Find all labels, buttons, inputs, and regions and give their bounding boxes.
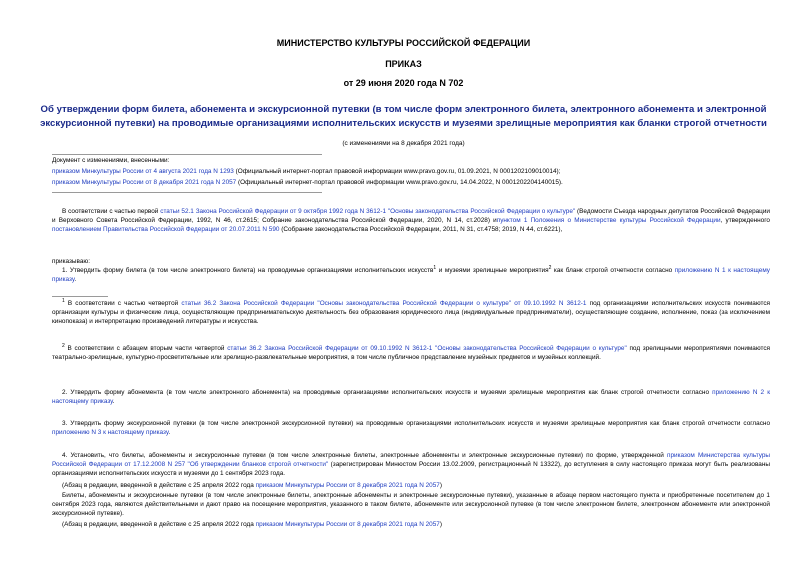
footnote-ref-1[interactable]: 1 xyxy=(433,264,437,271)
preamble-text-2: (Ведомости Съезда народных депутатов Российской Федерации и Верховного Совета Российской Федерации, 1992, N 46, ст.2615; Собрание законодательства Российской Федерации, 2020, N 14, ст.2028) и xyxy=(52,208,770,225)
edit-note-1-link[interactable]: приказом Минкультуры России от 8 декабря 2021 года N 2057 xyxy=(255,482,440,489)
preamble-text-3: , утвержденного xyxy=(720,217,770,225)
item-3-paragraph xyxy=(52,419,770,437)
item-4-paragraph-2: Билеты, абонементы и экскурсионные путевки (в том числе электронные билеты, электронные абонементы и электронные экскурсионные путевки), указанные в абзаце первом настоящего пункта и приобретенные посетителем до 1 сентября 2023 года, являются действительными и дают право на посещение мероприятия, указанного в таком билете, абонементе или экскурсионной путевке (в том числе электронном билете, электронном абонементе или электронной экскурсионной путевке). xyxy=(52,492,770,518)
doc-date-heading: от 29 июня 2020 года N 702 xyxy=(343,78,464,88)
footnote-ref-2[interactable]: 2 xyxy=(548,264,552,271)
preamble-text-1: В соответствии с частью первой xyxy=(62,208,161,215)
changes-link-2[interactable]: приказом Минкультуры России от 8 декабря 2021 года N 2057 xyxy=(52,179,237,187)
footnote-2-text-2: под зрелищными мероприятиями понимаются театрально-зрелищные, культурно-просветительные или зрелищно-развлекательные мероприятия, в том числе публичное представление музейных предметов и музейных коллекций. xyxy=(52,345,770,362)
footnote-1-paragraph xyxy=(52,299,770,327)
footnote-2-link[interactable]: статьи 36.2 Закона Российской Федерации от 09.10.1992 N 3612-1 "Основы законодательства Российской Федерации о культуре" xyxy=(227,345,627,352)
item-1-text-1: 1. Утвердить форму билета (в том числе электронного билета) на проводимые организациями исполнительских искусств xyxy=(62,267,434,274)
item-2-text-1: 2. Утвердить форму абонемента (в том числе электронного абонемента) на проводимые организациями исполнительских искусств и музеями зрелищные мероприятия как бланк строгой отчетности согласно xyxy=(62,389,713,396)
item-3-link-appendix-3[interactable]: приложению N 3 к настоящему приказу xyxy=(52,429,169,437)
preamble-paragraph xyxy=(52,207,770,235)
item-1-text-2: и музеями зрелищные мероприятия xyxy=(436,267,549,274)
changes-top-rule xyxy=(52,154,322,155)
item-4-link-order-257[interactable]: приказом Министерства культуры Российской Федерации от 17.12.2008 N 257 "Об утверждении бланков строгой отчетности" xyxy=(52,452,770,469)
preamble-link-decree[interactable]: постановлением Правительства Российской Федерации от 20.07.2011 N 590 xyxy=(52,226,280,234)
footnote-2-mark: 2 xyxy=(62,342,65,349)
preamble-link-law[interactable]: статьи 52.1 Закона Российской Федерации от 9 октября 1992 года N 3612-1 "Основы законодательства Российской Федерации о культуре" xyxy=(160,208,576,215)
document-title: Об утверждении форм билета, абонемента и экскурсионной путевки (в том числе форм электронного билета, электронного абонемента и электронной экскурсионной путевки) на проводимые организациями исполнительских искусств и музеями зрелищные мероприятия как бланки строгой отчетности xyxy=(40,104,767,129)
item-4-paragraph xyxy=(52,451,770,479)
changes-line-2 xyxy=(52,178,770,187)
changes-bottom-rule xyxy=(52,192,322,193)
item-4-text-2: (зарегистрирован Минюстом России 13.02.2009, регистрационный N 13322), до вступления в силу настоящего приказа могут быть реализованы организациями исполнительских искусств и музеями до 1 сентября 2023 года. xyxy=(52,461,770,478)
changes-line-1 xyxy=(52,167,770,176)
footnote-2-text-1: В соответствии с абзацем вторым части четвертой xyxy=(64,345,228,352)
item-1-text-3: как бланк строгой отчетности согласно xyxy=(551,267,675,274)
item-2-link-appendix-2[interactable]: приложению N 2 к настоящему приказу xyxy=(52,389,770,406)
changes-link-1[interactable]: приказом Минкультуры России от 4 августа 2021 года N 1293 xyxy=(52,168,234,176)
item-1-text-4: . xyxy=(74,276,77,284)
item-1-paragraph xyxy=(52,266,770,284)
preamble-text-4: (Собрание законодательства Российской Федерации, 2011, N 31, ст.4758; 2019, N 44, ст.6221), xyxy=(279,226,563,234)
footnote-2-paragraph xyxy=(52,344,770,362)
changes-label: Документ с изменениями, внесенными: xyxy=(52,157,170,164)
item-2-text-2: . xyxy=(112,398,115,406)
edit-note-1-text-1: (Абзац в редакции, введенной в действие с 25 апреля 2022 года xyxy=(62,482,256,489)
ministry-heading: МИНИСТЕРСТВО КУЛЬТУРЫ РОССИЙСКОЙ ФЕДЕРАЦИИ xyxy=(276,38,531,48)
edit-note-2-text-2: ) xyxy=(439,521,442,528)
doc-type-heading: ПРИКАЗ xyxy=(385,59,422,69)
preamble-link-regulation[interactable]: пунктом 1 Положения о Министерстве культуры Российской Федерации xyxy=(496,217,721,225)
item-3-text-2: . xyxy=(168,429,171,437)
edit-note-1-text-2: ) xyxy=(439,482,442,489)
edit-note-2-link[interactable]: приказом Минкультуры России от 8 декабря 2021 года N 2057 xyxy=(255,521,440,528)
footnote-1-mark: 1 xyxy=(62,297,65,304)
edit-note-1 xyxy=(52,481,770,490)
footnote-1-text-2: под организациями исполнительских искусств понимаются организации культуры и физические лица, осуществляющие предпринимательскую деятельность без образования юридического лица (индивидуальные предприниматели), осуществляющие создание, исполнение, показ (за исключением кинопоказа) и интерпретацию произведений литературы и искусства. xyxy=(52,300,771,326)
edit-note-2 xyxy=(52,520,770,529)
order-word: приказываю: xyxy=(52,258,90,265)
item-2-paragraph xyxy=(52,388,770,406)
edition-note: (с изменениями на 8 декабря 2021 года) xyxy=(342,140,465,147)
changes-text-2: (Официальный интернет-портал правовой информации www.pravo.gov.ru, 14.04.2022, N 0001202204140015). xyxy=(236,179,563,187)
footnote-1-link[interactable]: статьи 36.2 Закона Российской Федерации "Основы законодательства Российской Федерации о культуре" от 09.10.1992 N 3612-1 xyxy=(181,300,587,307)
footnote-1-text-1: В соответствии с частью четвертой xyxy=(64,300,182,307)
item-1-link-appendix-1[interactable]: приложению N 1 к настоящему приказу xyxy=(52,267,770,284)
item-3-text-1: 3. Утвердить форму экскурсионной путевки (в том числе электронной экскурсионной путевки) на проводимые организациями исполнительских искусств и музеями зрелищные мероприятия как бланк строгой отчетности согласно xyxy=(62,420,770,427)
changes-text-1: (Официальный интернет-портал правовой информации www.pravo.gov.ru, 01.09.2021, N 0001202109010014); xyxy=(233,168,561,176)
changes-block xyxy=(52,156,770,188)
edit-note-2-text-1: (Абзац в редакции, введенной в действие с 25 апреля 2022 года xyxy=(62,521,256,528)
footnote-rule xyxy=(52,296,108,297)
item-4-text-1: 4. Установить, что билеты, абонементы и экскурсионные путевки (в том числе электронные билеты, электронные абонементы и электронные экскурсионные путевки) по форме, утвержденной xyxy=(62,452,667,459)
